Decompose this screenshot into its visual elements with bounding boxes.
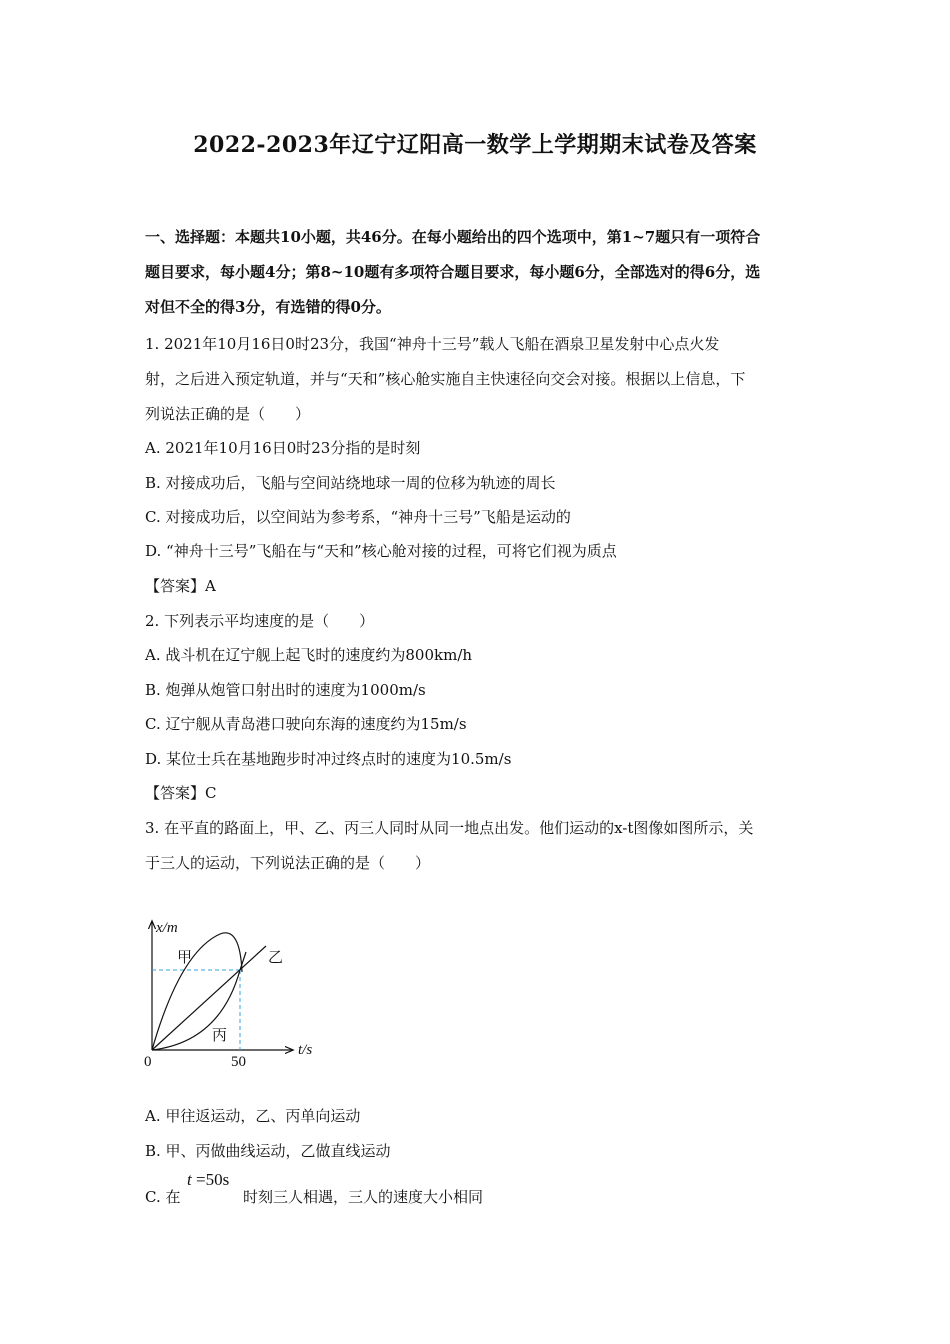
xt-graph-figure bbox=[140, 912, 340, 1072]
question-3-option-c-prefix: C. 在 bbox=[145, 1188, 181, 1206]
question-3-stem-line-2: 于三人的运动，下列说法正确的是（ ） bbox=[145, 854, 431, 872]
y-axis-label: x/m bbox=[156, 920, 178, 936]
x-tick-label: 50 bbox=[231, 1054, 246, 1070]
question-3-option-a: A. 甲往返运动，乙、丙单向运动 bbox=[145, 1107, 361, 1125]
question-1-stem-line-3: 列说法正确的是（ ） bbox=[145, 405, 311, 423]
section-instructions-line-2: 题目要求，每小题4分；第8~10题有多项符合题目要求，每小题6分，全部选对的得6分，选 bbox=[145, 263, 761, 281]
section-instructions-line-3: 对但不全的得3分，有选错的得0分。 bbox=[145, 298, 391, 316]
question-1-option-a: A. 2021年10月16日0时23分指的是时刻 bbox=[145, 439, 421, 457]
label-yi: 乙 bbox=[268, 948, 284, 966]
page-title: 2022-2023年辽宁辽阳高一数学上学期期末试卷及答案 bbox=[193, 132, 757, 158]
question-2-stem: 2. 下列表示平均速度的是（ ） bbox=[145, 612, 375, 630]
question-3-option-b: B. 甲、丙做曲线运动，乙做直线运动 bbox=[145, 1142, 391, 1160]
curve-bing bbox=[152, 952, 246, 1050]
curve-jia bbox=[152, 933, 242, 1050]
question-2-option-d: D. 某位士兵在基地跑步时冲过终点时的速度为10.5m/s bbox=[145, 750, 512, 768]
question-1-stem-line-1: 1. 2021年10月16日0时23分，我国“神舟十三号”载人飞船在酒泉卫星发射中心点火发 bbox=[145, 335, 720, 353]
section-instructions-line-1: 一、选择题：本题共10小题，共46分。在每小题给出的四个选项中，第1~7题只有一项符合 bbox=[145, 228, 761, 246]
question-2-option-a: A. 战斗机在辽宁舰上起飞时的速度约为800km/h bbox=[145, 646, 473, 664]
question-1-option-b: B. 对接成功后，飞船与空间站绕地球一周的位移为轨迹的周长 bbox=[145, 474, 556, 492]
label-jia: 甲 bbox=[177, 948, 193, 966]
label-bing: 丙 bbox=[212, 1026, 228, 1044]
question-3-stem-line-1: 3. 在平直的路面上，甲、乙、丙三人同时从同一地点出发。他们运动的x-t图像如图所示，关 bbox=[145, 819, 754, 837]
question-1-option-d: D. “神舟十三号”飞船在与“天和”核心舱对接的过程，可将它们视为质点 bbox=[145, 542, 617, 560]
question-2-option-b: B. 炮弹从炮管口射出时的速度为1000m/s bbox=[145, 681, 426, 699]
question-1-option-c: C. 对接成功后，以空间站为参考系，“神舟十三号”飞船是运动的 bbox=[145, 508, 571, 526]
question-2-answer: 【答案】C bbox=[145, 784, 217, 802]
question-3-option-c-text: 时刻三人相遇，三人的速度大小相同 bbox=[243, 1188, 484, 1206]
x-axis-label: t/s bbox=[298, 1042, 313, 1058]
question-2-option-c: C. 辽宁舰从青岛港口驶向东海的速度约为15m/s bbox=[145, 715, 467, 733]
question-3-option-c-math: t =50s bbox=[187, 1170, 230, 1189]
question-1-stem-line-2: 射，之后进入预定轨道，并与“天和”核心舱实施自主快速径向交会对接。根据以上信息，下 bbox=[145, 370, 746, 388]
line-yi bbox=[152, 946, 266, 1050]
question-1-answer: 【答案】A bbox=[145, 577, 216, 595]
origin-label: 0 bbox=[144, 1054, 152, 1070]
